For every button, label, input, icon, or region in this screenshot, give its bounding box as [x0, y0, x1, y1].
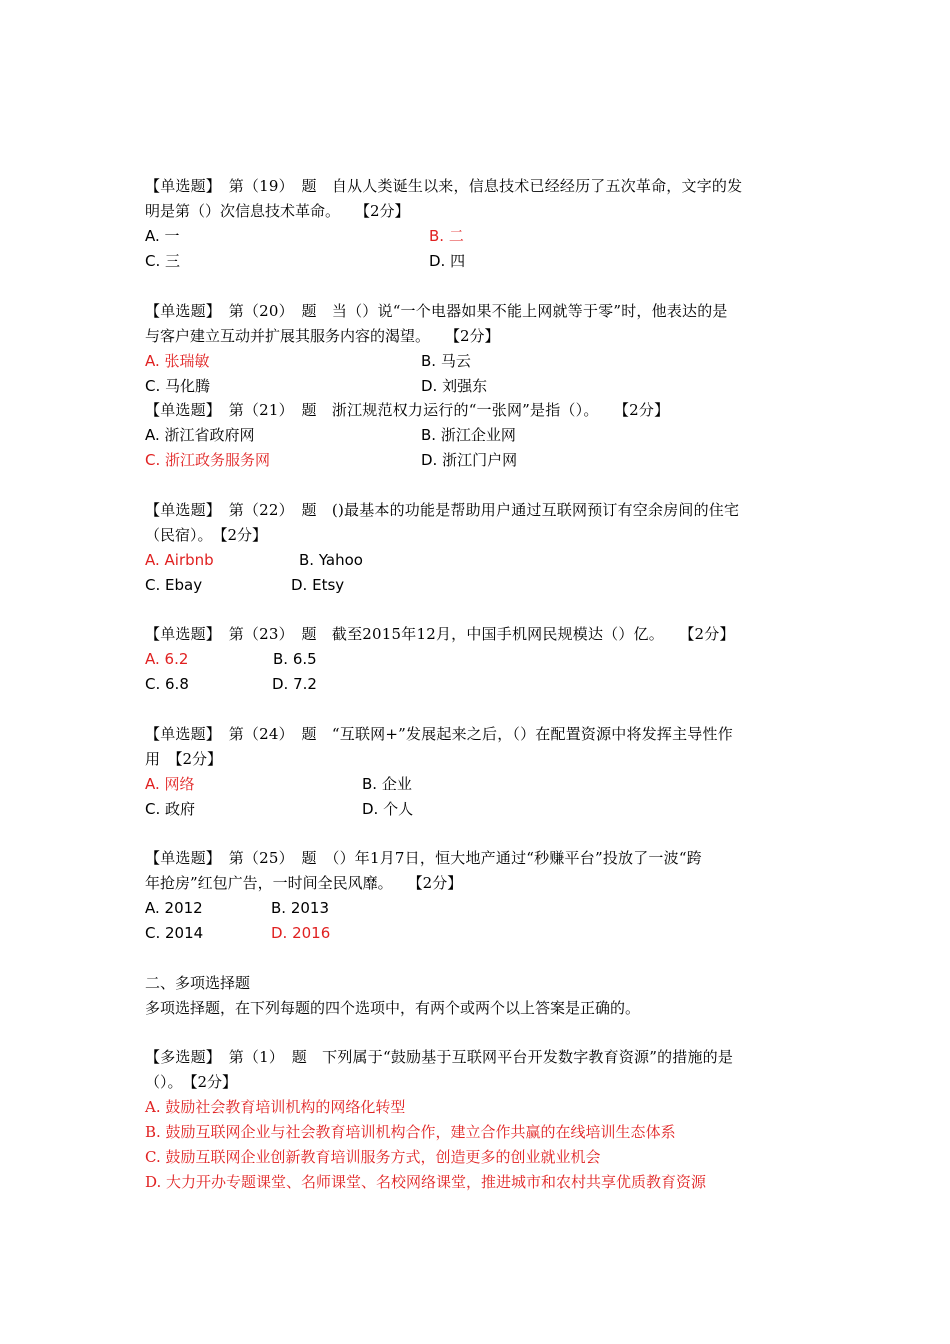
question-20-text-line1: 【单选题】 第（20） 题 当（）说“一个电器如果不能上网就等于零”时，他表达的是 — [145, 302, 728, 320]
question-20-text-line2: 与客户建立互动并扩展其服务内容的渴望。 【2分】 — [145, 327, 500, 345]
question-23-option-b[interactable]: B. 6.5 — [273, 650, 317, 668]
question-19-option-c[interactable]: C. 三 — [145, 252, 181, 270]
question-19-option-d[interactable]: D. 四 — [429, 252, 466, 270]
question-22-option-d[interactable]: D. Etsy — [291, 576, 345, 594]
question-25-text-line2: 年抢房”红包广告，一时间全民风靡。 【2分】 — [145, 874, 463, 892]
question-21-option-d[interactable]: D. 浙江门户网 — [421, 451, 518, 469]
question-22-option-c[interactable]: C. Ebay — [145, 576, 203, 594]
question-25-option-d[interactable]: D. 2016 — [271, 924, 331, 942]
multi-question-1-option-a[interactable]: A. 鼓励社会教育培训机构的网络化转型 — [145, 1098, 406, 1116]
question-21-text-line1: 【单选题】 第（21） 题 浙江规范权力运行的“一张网”是指（）。 【2分】 — [145, 401, 670, 419]
question-21-option-c[interactable]: C. 浙江政务服务网 — [145, 451, 271, 469]
question-25-option-a[interactable]: A. 2012 — [145, 899, 203, 917]
question-20-option-a[interactable]: A. 张瑞敏 — [145, 352, 210, 370]
multi-question-1-text-line2: （）。 【2分】 — [145, 1073, 238, 1091]
multi-question-1-option-c[interactable]: C. 鼓励互联网企业创新教育培训服务方式，创造更多的创业就业机会 — [145, 1148, 601, 1166]
question-19-option-b[interactable]: B. 二 — [429, 227, 464, 245]
question-23-option-c[interactable]: C. 6.8 — [145, 675, 189, 693]
multi-question-1-text-line1: 【多选题】 第（1） 题 下列属于“鼓励基于互联网平台开发数字教育资源”的措施的是 — [145, 1048, 734, 1066]
question-20-option-b[interactable]: B. 马云 — [421, 352, 471, 370]
question-25-option-b[interactable]: B. 2013 — [271, 899, 330, 917]
question-23-text-line1: 【单选题】 第（23） 题 截至2015年12月，中国手机网民规模达（）亿。 【2分】 — [145, 625, 735, 643]
question-20-option-c[interactable]: C. 马化腾 — [145, 377, 211, 395]
question-24-text-line1: 【单选题】 第（24） 题 “互联网+”发展起来之后，（）在配置资源中将发挥主导性作 — [145, 725, 733, 743]
question-21-option-b[interactable]: B. 浙江企业网 — [421, 426, 516, 444]
question-23-option-a[interactable]: A. 6.2 — [145, 650, 189, 668]
multi-question-1-option-d[interactable]: D. 大力开办专题课堂、名师课堂、名校网络课堂，推进城市和农村共享优质教育资源 — [145, 1173, 707, 1191]
section-description: 多项选择题，在下列每题的四个选项中，有两个或两个以上答案是正确的。 — [145, 999, 641, 1017]
question-23-option-d[interactable]: D. 7.2 — [272, 675, 317, 693]
question-22-text-line2: （民宿）。 【2分】 — [145, 526, 268, 544]
question-19-option-a[interactable]: A. 一 — [145, 227, 180, 245]
multi-question-1-option-b[interactable]: B. 鼓励互联网企业与社会教育培训机构合作，建立合作共赢的在线培训生态体系 — [145, 1123, 676, 1141]
question-21-option-a[interactable]: A. 浙江省政府网 — [145, 426, 255, 444]
question-22-option-b[interactable]: B. Yahoo — [299, 551, 363, 569]
question-24-option-d[interactable]: D. 个人 — [362, 800, 414, 818]
question-19-text-line2: 明是第（）次信息技术革命。 【2分】 — [145, 202, 410, 220]
section-title: 二、多项选择题 — [145, 974, 251, 992]
question-25-text-line1: 【单选题】 第（25） 题 （）年1月7日，恒大地产通过“秒赚平台”投放了一波“跨 — [145, 849, 702, 867]
question-24-option-c[interactable]: C. 政府 — [145, 800, 196, 818]
question-24-option-b[interactable]: B. 企业 — [362, 775, 412, 793]
question-19-text-line1: 【单选题】 第（19） 题 自从人类诞生以来，信息技术已经经历了五次革命，文字的发 — [145, 177, 743, 195]
question-24-text-line2: 用 【2分】 — [145, 750, 223, 768]
question-22-text-line1: 【单选题】 第（22） 题 ()最基本的功能是帮助用户通过互联网预订有空余房间的住宅 — [145, 501, 740, 519]
question-24-option-a[interactable]: A. 网络 — [145, 775, 195, 793]
question-20-option-d[interactable]: D. 刘强东 — [421, 377, 488, 395]
question-22-option-a[interactable]: A. Airbnb — [145, 551, 214, 569]
question-25-option-c[interactable]: C. 2014 — [145, 924, 204, 942]
